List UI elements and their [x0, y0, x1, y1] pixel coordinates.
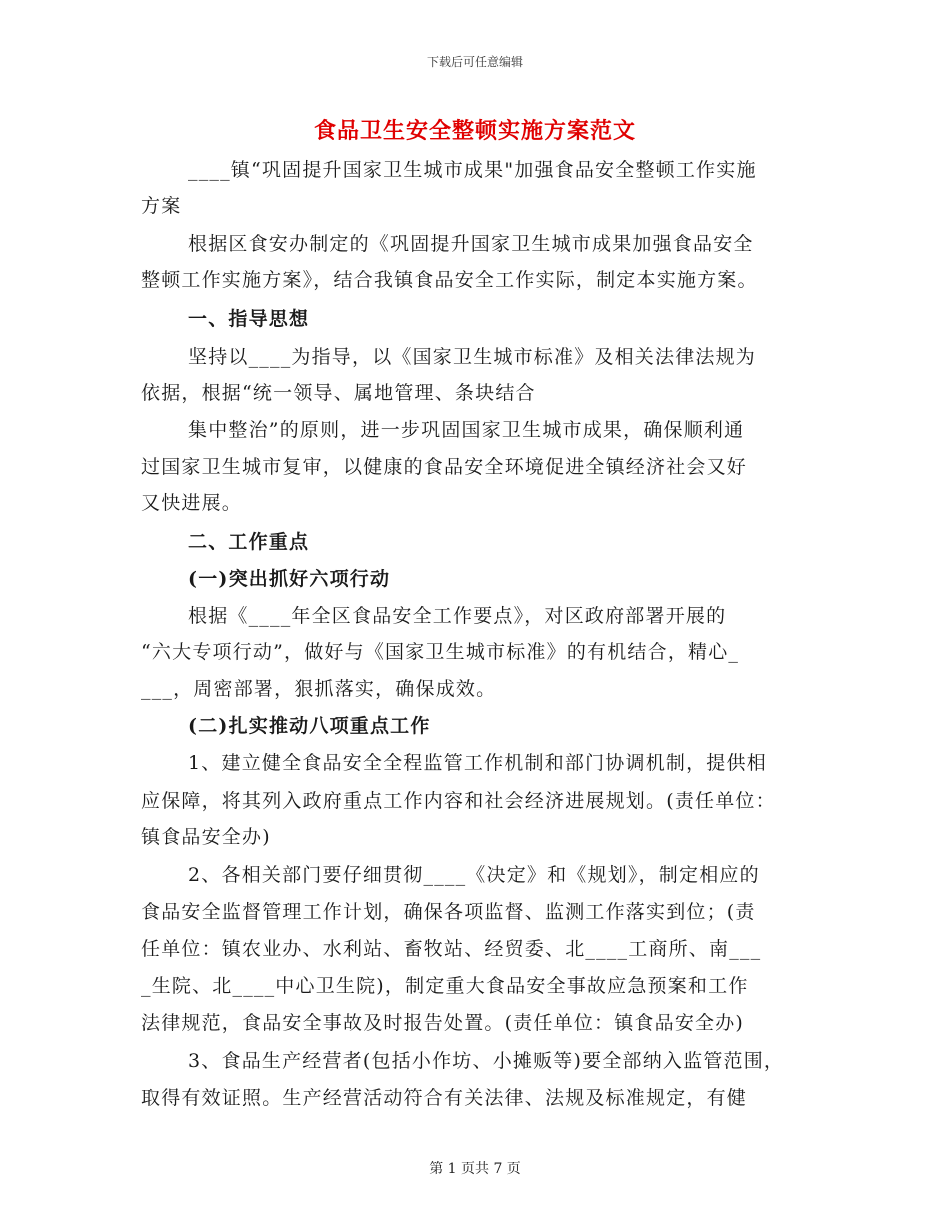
text-line: 取得有效证照。生产经营活动符合有关法律、法规及标准规定，有健: [141, 1087, 748, 1109]
text-line: 2、各相关部门要仔细贯彻____《决定》和《规划》，制定相应的: [188, 864, 760, 886]
text-line: _生院、北____中心卫生院)，制定重大食品安全事故应急预案和工作: [141, 975, 749, 997]
text-line: 根据区食安办制定的《巩固提升国家卫生城市成果加强食品安全: [188, 233, 754, 255]
section-heading: 二、工作重点: [188, 531, 310, 553]
text-line: 依据，根据“统一领导、属地管理、条块结合: [141, 382, 536, 404]
text-line: 根据《____年全区食品安全工作要点》，对区政府部署开展的: [188, 605, 727, 627]
text-line: “六大专项行动”，做好与《国家卫生城市标准》的有机结合，精心_: [141, 641, 740, 663]
header-note: 下载后可任意编辑: [426, 55, 523, 69]
text-line: 坚持以____为指导，以《国家卫生城市标准》及相关法律法规为: [188, 346, 757, 368]
text-line: 任单位：镇农业办、水利站、畜牧站、经贸委、北____工商所、南___: [141, 938, 762, 960]
text-line: 镇食品安全办): [141, 826, 271, 848]
text-line: ____镇“巩固提升国家卫生城市成果"加强食品安全整顿工作实施: [188, 159, 757, 181]
subsection-heading: (一)突出抓好六项行动: [188, 568, 391, 590]
text-line: 又快进展。: [141, 492, 243, 514]
text-line: 集中整治”的原则，进一步巩固国家卫生城市成果，确保顺利通: [188, 419, 745, 441]
page-number: 第 1 页共 7 页: [429, 1161, 521, 1177]
text-line: 方案: [141, 195, 182, 217]
text-line: ___，周密部署，狠抓落实，确保成效。: [141, 678, 497, 700]
text-line: 整顿工作实施方案》，结合我镇食品安全工作实际，制定本实施方案。: [141, 269, 758, 291]
text-line: 食品安全监督管理工作计划，确保各项监督、监测工作落实到位；(责: [141, 901, 756, 923]
text-line: 法律规范，食品安全事故及时报告处置。(责任单位：镇食品安全办): [141, 1012, 745, 1034]
text-line: 1、建立健全食品安全全程监管工作机制和部门协调机制，提供相: [188, 752, 767, 774]
text-line: 3、食品生产经营者(包括小作坊、小摊贩等)要全部纳入监管范围，: [188, 1050, 785, 1072]
section-heading: 一、指导思想: [188, 308, 310, 330]
text-line: 过国家卫生城市复审，以健康的食品安全环境促进全镇经济社会又好: [141, 456, 748, 478]
text-line: 应保障，将其列入政府重点工作内容和社会经济进展规划。(责任单位：: [141, 790, 776, 812]
subsection-heading: (二)扎实推动八项重点工作: [188, 715, 431, 737]
document-title: 食品卫生安全整顿实施方案范文: [313, 118, 636, 144]
